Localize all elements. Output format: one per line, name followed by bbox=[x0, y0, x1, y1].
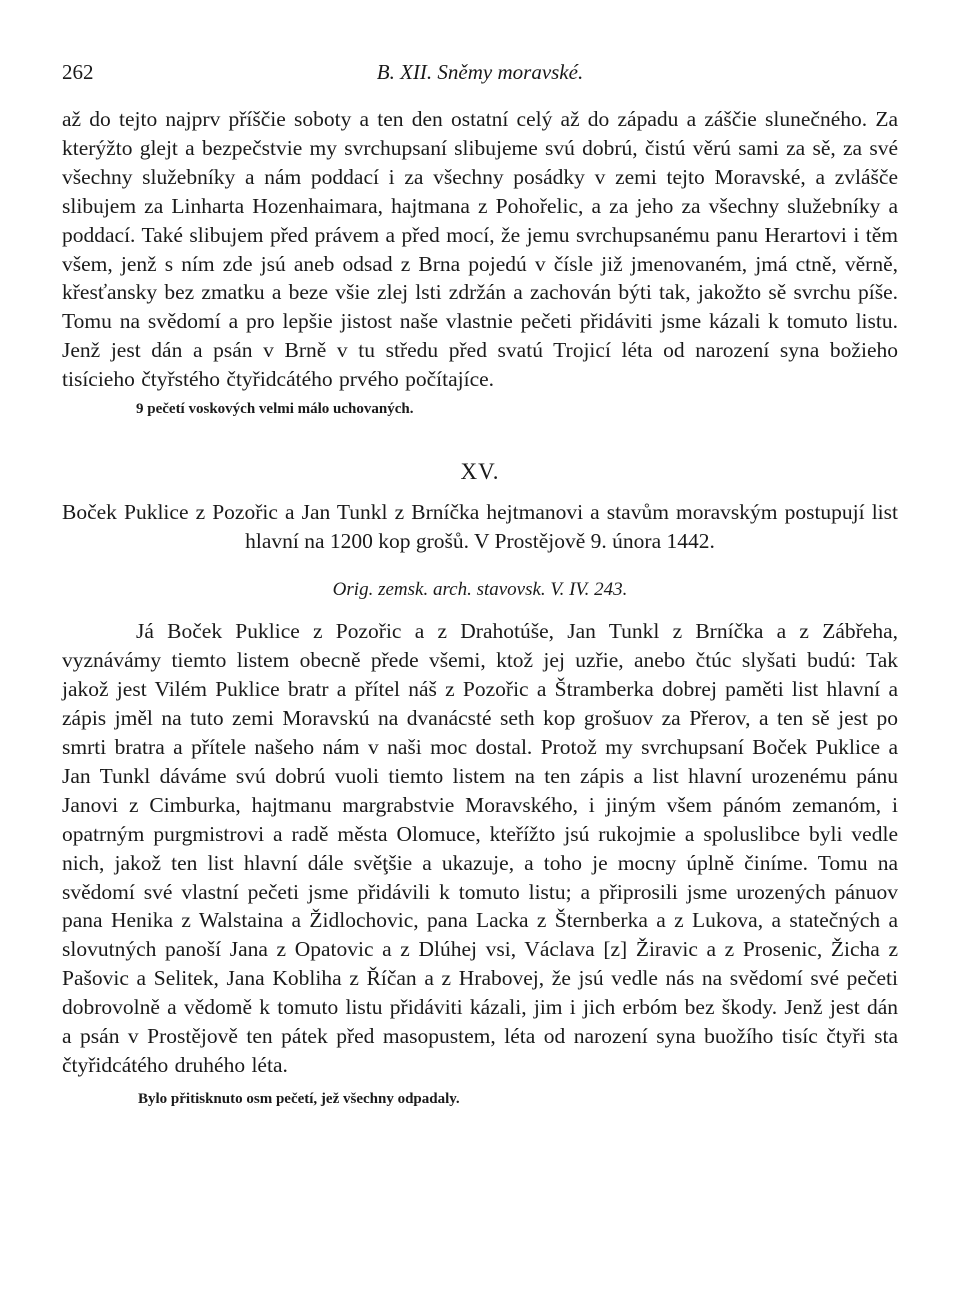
running-title: B. XII. Sněmy moravské. bbox=[376, 60, 584, 84]
document-number: XV. bbox=[460, 459, 500, 485]
source-reference: Orig. zemsk. arch. stavovsk. V. IV. 243. bbox=[332, 579, 628, 601]
page-header bbox=[62, 60, 898, 90]
document-seal-note: Bylo přitisknuto osm pečetí, jež všechny odpadaly. bbox=[138, 1090, 460, 1107]
seal-note: 9 pečetí voskových velmi málo uchovaných. bbox=[136, 401, 414, 418]
page-number: 262 bbox=[62, 60, 94, 84]
document-summary: Boček Puklice z Pozořic a Jan Tunkl z Brníčka hejtmanovi a stavům moravským postupují list hlavní na 1200 kop grošů. V Prostějově 9. února 1442. bbox=[62, 500, 898, 553]
continuation-paragraph: až do tejto najprv příščie soboty a ten den ostatní celý až do západu a záščie slunečného. Za kterýžto glejt a bezpečstvie my svrchupsaní slibujeme svú dobrú, čistú věrú sami za sě, za své všechny služebníky a nám poddací i za všechny posádky v zemi tejto Moravské, a zvláščе slibujem za Linharta Hozenhaimara, hajtmana z Pohořelic, a za jeho za všechny služebníky a poddací. Také slibujem před právem a před mocí, že jemu svrchupsanému panu Herartovi i těm všem, jenž s ním zde jsú aneb odsad z Brna pojedú v čísle již jmenovaném, jmá ctně, věrně, křesťansky bez zmatku a beze všie zlej lsti zdržán a zachován býti tak, jakožto sě svrchu píše. Tomu na svědomí a pro lepšie jistost naše vlastnie pečeti přidáviti jsme kázali k tomuto listu. Jenž jest dán a psán v Brně v tu středu před svatú Trojicí léta od narození syna božieho tisícieho čtyřstého čtyřidcátého prvého počítajíce. bbox=[62, 107, 898, 392]
document-body: Já Boček Puklice z Pozořic a z Drahotúše, Jan Tunkl z Brníčka a z Zábřeha, vyznávámy tiemto listem obecně přede všemi, ktož jej uzřie, anebo čtúc slyšati budú: Tak jakož jest Vilém Puklice bratr a přítel náš z Pozořic a Štramberka dobrej paměti list hlavní a zápis jměl na tuto zemi Moravskú na dvanácsté seth kop grošuov za Přerov, a ten sě jest po smrti bratra a přítele našeho nám v naši moc dostal. Protož my svrchupsaní Boček Puklice a Jan Tunkl dáváme svú dobrú vuoli tiemto listem na ten zápis a list hlavní urozenému pánu Janovi z Cimburka, hajtmanu margrabstvie Moravského, i jiným všem pánóm zemanóm, i opatrným purgmistrovi a radě města Olomuce, kteřížto jsú rukojmie a spoluslibce byli vedle nich, jakož ten list hlavní dále svěţšie a ukazuje, a toho je mocny úplně činíme. Tomu na svědomí své vlastní pečeti jsme přidávili k tomuto listu; a připrosili jsme urozených pánuov pana Henika z Walstaina a Židlochovic, pana Lacka z Šternberka a z Lukova, a statečných a slovutných panoší Jana z Opatovic a z Dlúhej vsi, Václava [z] Žiravic a z Prosenic, Žicha z Pašovic a Selitek, Jana Kobliha z Říčan a z Hrabovej, že jsú vedle nás na svědomí své pečeti dobrovolně a vědomě k tomuto listu přidáviti kázali, jim i jich erbóm bez škody. Jenž jest dán a psán v Prostějově ten pátek před masopustem, léta od narození syna buožího tisíc čtyři sta čtyřidcátého druhého léta. bbox=[62, 619, 898, 1077]
document-page bbox=[62, 60, 898, 1110]
